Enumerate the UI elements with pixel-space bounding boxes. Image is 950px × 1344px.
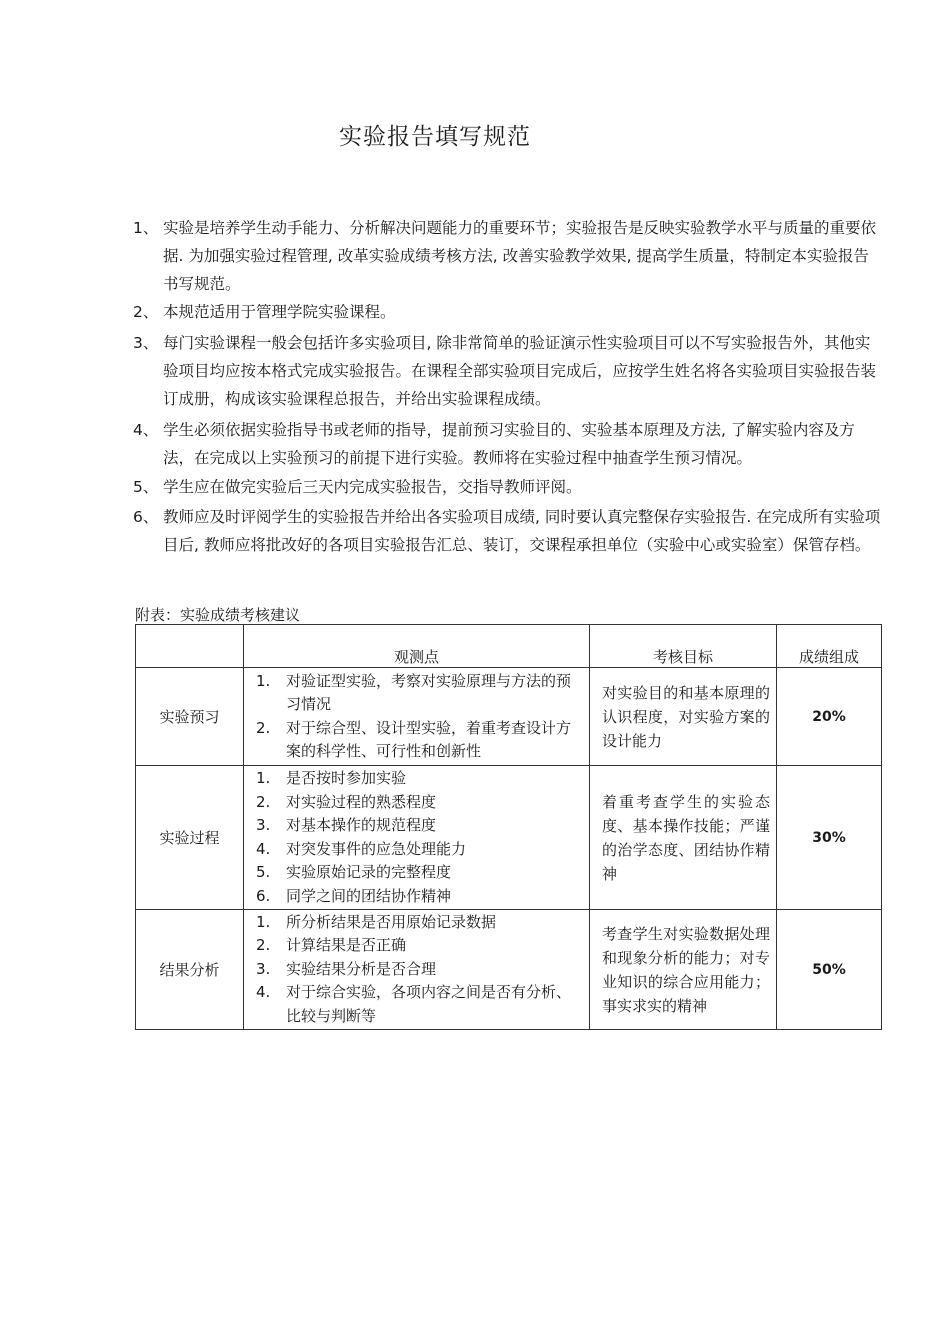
goal-text: 着重考查学生的实验态度、基本操作技能；严谨的治学态度、团结协作精神	[602, 792, 770, 883]
goal-text: 对实验目的和基本原理的认识程度，对实验方案的设计能力	[602, 683, 770, 750]
observation-cell	[244, 766, 590, 910]
paragraph-number: 2、	[133, 303, 159, 321]
score-cell: 30%	[777, 766, 882, 910]
paragraph-1	[133, 214, 881, 298]
observation-cell	[244, 668, 590, 766]
page-title: 实验报告填写规范	[339, 124, 531, 150]
paragraph-number: 1、	[133, 219, 159, 237]
list-item: 6. 同学之间的团结协作精神	[256, 886, 452, 905]
goal-cell	[590, 766, 777, 910]
list-item: 3. 实验结果分析是否合理	[256, 959, 437, 978]
header-goal: 考核目标	[590, 625, 777, 668]
table-header-row	[136, 625, 882, 668]
paragraph-number: 4、	[133, 421, 159, 439]
observation-cell	[244, 910, 590, 1030]
paragraph-text: 学生必须依据实验指导书或老师的指导，提前预习实验目的、实验基本原理及方法, 了解实验内容及方法，在完成以上实验预习的前提下进行实验。教师将在实验过程中抽查学生预习情况。	[163, 421, 855, 467]
paragraph-text: 每门实验课程一般会包括许多实验项目, 除非常简单的验证演示性实验项目可以不写实验报告外，其他实验项目均应按本格式完成实验报告。在课程全部实验项目完成后，应按学生姓名将各实验项目实验报告装订成册，构成该实验课程总报告，并给出实验课程成绩。	[163, 334, 877, 408]
paragraph-text: 学生应在做完实验后三天内完成实验报告，交指导教师评阅。	[163, 478, 582, 496]
score-cell: 20%	[777, 668, 882, 766]
list-item: 1. 对验证型实验，考察对实验原理与方法的预习情况	[256, 671, 572, 713]
assessment-table	[135, 624, 882, 1030]
score-cell: 50%	[777, 910, 882, 1030]
list-item: 2. 对实验过程的熟悉程度	[256, 792, 437, 811]
paragraph-5	[133, 473, 881, 501]
table-row	[136, 910, 882, 1030]
paragraph-4	[133, 416, 881, 472]
list-item: 4. 对于综合实验，各项内容之间是否有分析、比较与判断等	[256, 983, 572, 1025]
list-item: 2. 计算结果是否正确	[256, 936, 407, 955]
row-name: 结果分析	[136, 910, 244, 1030]
row-name: 实验预习	[136, 668, 244, 766]
header-score: 成绩组成	[777, 625, 882, 668]
paragraph-number: 5、	[133, 478, 159, 496]
table-row	[136, 668, 882, 766]
list-item: 5. 实验原始记录的完整程度	[256, 863, 452, 881]
paragraph-3	[133, 329, 881, 413]
list-item: 3. 对基本操作的规范程度	[256, 816, 437, 834]
list-item: 4. 对突发事件的应急处理能力	[256, 839, 467, 858]
paragraph-text: 教师应及时评阅学生的实验报告并给出各实验项目成绩, 同时要认真完整保存实验报告. 在完成所有实验项目后, 教师应将批改好的各项目实验报告汇总、装订，交课程承担单位（实验中心或实验室）保管存档。	[163, 508, 881, 554]
header-observation: 观测点	[244, 625, 590, 668]
list-item: 1. 所分析结果是否用原始记录数据	[256, 912, 497, 931]
list-item: 2. 对于综合型、设计型实验，着重考查设计方案的科学性、可行性和创新性	[256, 718, 572, 760]
goal-cell	[590, 910, 777, 1030]
paragraph-2	[133, 298, 881, 326]
paragraph-text: 实验是培养学生动手能力、分析解决问题能力的重要环节；实验报告是反映实验教学水平与质量的重要依据. 为加强实验过程管理, 改革实验成绩考核方法, 改善实验教学效果, 提高学生质量，特制定本实验报告书写规范。	[163, 219, 877, 293]
paragraph-6	[133, 503, 881, 559]
table-row	[136, 766, 882, 910]
header-cell-blank	[136, 625, 244, 668]
row-name: 实验过程	[136, 766, 244, 910]
paragraph-number: 3、	[133, 334, 159, 352]
goal-cell	[590, 668, 777, 766]
list-item: 1. 是否按时参加实验	[256, 769, 407, 787]
goal-text: 考查学生对实验数据处理和现象分析的能力；对专业知识的综合应用能力；事实求实的精神	[602, 924, 770, 1015]
table-caption: 附表：实验成绩考核建议	[135, 606, 301, 624]
paragraph-number: 6、	[133, 508, 159, 526]
paragraph-text: 本规范适用于管理学院实验课程。	[163, 303, 396, 321]
